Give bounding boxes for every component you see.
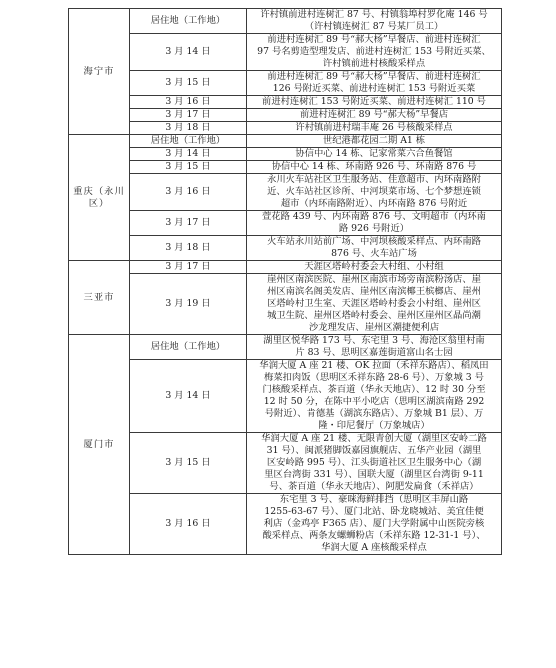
date-cell: 居住地（工作地） [130,135,247,148]
location-cell [247,261,502,274]
location-cell [247,494,502,555]
table-row [69,261,502,274]
location-cell [247,161,502,174]
table-row [69,34,502,71]
table-row [69,174,502,211]
location-line: 前进村连树汇 89 号“郝大杨”早餐店 [299,109,449,120]
date-cell: 3 月 18 日 [130,236,247,261]
location-line: 华润大厦 A 座 21 楼、无限青创大厦（湖里区安岭二路 [261,433,487,444]
location-line: 前进村连树汇 89 号“郝大杨”早餐店、前进村连树汇 [267,34,481,45]
location-line: 协信中心 14 栋、环南路 926 号、环南路 876 号 [271,161,477,172]
location-line: 永川火车站社区卫生服务站、佳意超市、内环南路附 [267,174,481,185]
location-line: 区塔岭村卫生室、天涯区塔岭村委会小村组、崖州区 [267,298,481,309]
location-line: 片 83 号、思明区嘉莲街道富山名士园 [295,347,453,358]
location-line: 利店（金鸡亭 F365 店）、厦门大学附属中山医院旁核 [263,518,485,529]
location-cell [247,71,502,96]
date-cell: 居住地（工作地） [130,9,247,34]
location-cell [247,174,502,211]
location-cell [247,236,502,261]
location-line: 门核酸采样点、茶百道（华永天地店）、12 时 30 分至 [262,384,486,395]
location-cell [247,211,502,236]
location-line: 梅菜扣肉饭（思明区禾祥东路 28-6 号）、万象城 3 号 [264,372,484,383]
location-line: 126 号附近买菜、前进村连树汇 153 号附近买菜 [272,83,476,94]
table-body [69,9,502,555]
location-line: 876 号、火车站广场 [331,248,417,259]
table-row [69,148,502,161]
location-cell [247,34,502,71]
table-row [69,122,502,135]
date-cell: 居住地（工作地） [130,335,247,360]
trajectory-table [68,8,502,555]
location-line: 天涯区塔岭村委会大村组、小村组 [304,261,444,272]
location-cell [247,274,502,335]
location-line: 号附近）、肯德基（湖滨东路店）、万象城 B1 层）、万 [264,408,484,419]
table-row [69,360,502,433]
location-line: 华润大厦 A 座 21 楼、OK 拉面（禾祥东路店）、稻凤田 [259,360,489,371]
date-cell: 3 月 17 日 [130,261,247,274]
city-cell: 重庆（永川区） [69,135,130,261]
location-line: 州区南滨名阁美发店、崖州区南滨椰王槟榔店、崖州 [267,286,481,297]
location-line: 超市（内环南路附近）、内环南路 876 号附近 [280,198,468,209]
location-line: 协信中心 14 栋、记家常菜六合鱼餐馆 [295,148,453,159]
date-cell: 3 月 16 日 [130,174,247,211]
date-cell: 3 月 16 日 [130,494,247,555]
location-line: （许村镇连树汇 87 号某厂员工） [304,21,444,32]
location-line: 区安岭路 995 号）、江头街道社区卫生服务中心（湖 [266,457,482,468]
table-row [69,161,502,174]
table-row [69,274,502,335]
location-cell [247,9,502,34]
date-cell: 3 月 17 日 [130,211,247,236]
location-cell [247,96,502,109]
location-cell [247,109,502,122]
location-line: 前进村连树汇 89 号“郝大杨”早餐店、前进村连树汇 [267,71,481,82]
location-line: 东宅里 3 号、豪咪海鲜排挡（思明区丰屏山路 [279,494,469,505]
location-line: 1255-63-67 号）、厦门北站、卧龙晓城站、美宜佳便 [264,506,484,517]
location-line: 31 号）、闽派猪脚饭嘉园旗舰店、五华产业园（湖里 [266,445,482,456]
date-cell: 3 月 15 日 [130,161,247,174]
date-cell: 3 月 19 日 [130,274,247,335]
table-row [69,71,502,96]
date-cell: 3 月 16 日 [130,96,247,109]
table-row [69,9,502,34]
location-line: 许村镇前进村瑞丰庵 26 号核酸采样点 [295,122,453,133]
date-cell: 3 月 15 日 [130,71,247,96]
location-line: 湖里区悦华路 173 号、东宅里 3 号、海沧区翁里村南 [263,335,485,346]
table-row [69,433,502,494]
location-line: 许村镇前进村核酸采样点 [322,58,426,69]
location-cell [247,135,502,148]
date-cell: 3 月 14 日 [130,148,247,161]
location-line: 沙龙理发店、崖州区潮捷便利店 [308,322,440,333]
table-row [69,96,502,109]
location-line: 火车站永川站前广场、中河坝核酸采样点、内环南路 [267,236,481,247]
table-row [69,236,502,261]
table-row [69,109,502,122]
location-cell [247,148,502,161]
table-row [69,494,502,555]
location-line: 酸采样点、两条友螺蛳粉店（禾祥东路 12-31-1 号）、 [262,530,486,541]
city-cell: 厦门市 [69,335,130,555]
location-line: 号、茶百道（华永天地店）、阿肥发扁食（禾祥店） [269,481,479,492]
location-cell [247,360,502,433]
location-line: 许村镇前进村连树汇 87 号、村镇翁埠村罗化庵 146 号 [260,9,488,20]
location-line: 萱花路 439 号、内环南路 876 号、文明超市（内环南 [262,211,486,222]
location-cell [247,433,502,494]
date-cell: 3 月 18 日 [130,122,247,135]
location-line: 城卫生院、崖州区塔岭村委会、崖州区崖州区晶尚潮 [267,310,481,321]
date-cell: 3 月 14 日 [130,34,247,71]
location-line: 近、火车站社区诊所、中河坝菜市场、七个梦想连锁 [267,186,481,197]
city-cell: 三亚市 [69,261,130,335]
date-cell: 3 月 14 日 [130,360,247,433]
location-line: 97 号名剪造型理发店、前进村连树汇 153 号附近买菜、 [257,46,491,57]
city-cell: 海宁市 [69,9,130,135]
location-line: 崖州区南滨医院、崖州区南滨市场旁南滨粉汤店、崖 [267,274,481,285]
location-cell [247,122,502,135]
location-line: 里区台湾街 331 号）、国联大厦（湖里区台湾街 9-11 [264,469,484,480]
location-cell [247,335,502,360]
location-line: 隆・印尼餐厅（万象城店） [318,420,430,431]
location-line: 12 时 50 分，在陈中平小吃店（思明区湖滨南路 292 [263,396,485,407]
table-row [69,135,502,148]
location-line: 世纪港都花园二期 A1 栋 [322,135,426,146]
date-cell: 3 月 17 日 [130,109,247,122]
location-line: 路 926 号附近） [338,223,410,234]
location-line: 华润大厦 A 座核酸采样点 [321,542,427,553]
date-cell: 3 月 15 日 [130,433,247,494]
table-row [69,211,502,236]
table-row [69,335,502,360]
location-line: 前进村连树汇 153 号附近买菜、前进村连树汇 110 号 [262,96,486,107]
